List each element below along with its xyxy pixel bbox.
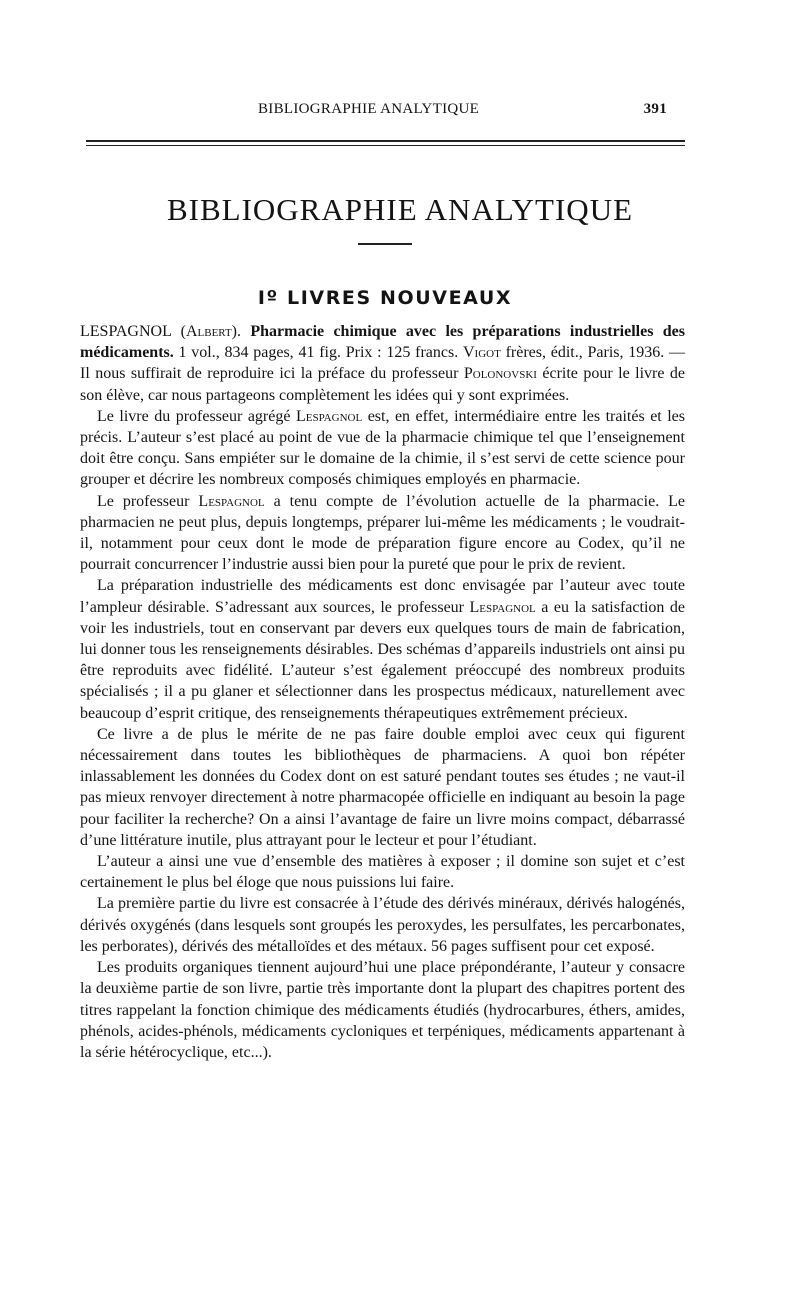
page-number: 391	[643, 101, 667, 117]
entry-details: 1 vol., 834 pages, 41 fig. Prix : 125 francs.	[178, 344, 459, 362]
title-divider	[358, 243, 412, 245]
paragraph-4-name: Lespagnol	[469, 598, 536, 616]
header-double-rule	[86, 140, 685, 146]
paragraph-4-text-b: a eu la satisfaction de voir les industriels, tout en conservant par devers eux quelques tours de main de fabrication, lui donner tous les renseignements désirables. Des schémas d’appareils industriels ont ainsi pu être reproduits avec fidélité. L’auteur s’est également préoccupé des nombreux produits spécialisés ; il a pu glaner et sélectionner dans les prospectus médicaux, naturellement avec beaucoup d’esprit critique, des renseignements thérapeutiques extrêmement précieux.	[80, 598, 686, 722]
entry-publisher-rest: frères, édit., Paris, 1936. — Il nous suffirait de reproduire ici la préface du professeur	[80, 344, 686, 383]
paragraph-2-name: Lespagnol	[295, 407, 363, 425]
paragraph-3-name: Lespagnol	[198, 492, 265, 510]
paragraph-8: Les produits organiques tiennent aujourd’hui une place prépondérante, l’auteur y consacre la deuxième partie de son livre, partie très importante dont la plupart des chapitres portent des titres rappelant la fonction chimique des médicaments étudiés (hydrocarbures, éthers, amides, phénols, acides-phénols, médicaments cycloniques et terpéniques, médicaments appartenant à la série hétérocyclique, etc...).	[80, 959, 685, 1061]
paragraph-2	[80, 406, 685, 491]
paragraph-4	[80, 575, 685, 723]
entry-author: LESPAGNOL	[80, 323, 172, 340]
entry-intro-end: écrite pour le livre de son élève, car nous partageons complètement les idées qui y sont exprimées.	[80, 365, 685, 404]
page-title: BIBLIOGRAPHIE ANALYTIQUE	[166, 192, 634, 227]
paragraph-2-text-b: est, en effet, intermédiaire entre les traités et les précis. L’auteur s’est placé au point de vue de la pharmacie chimique tel que l’enseignement doit être conçu. Sans empiéter sur le domaine de la chimie, il s’est servi de cette science pour grouper et décrire les nombreux composés chimiques employés en pharmacie.	[80, 407, 686, 489]
paragraph-2-text-a: Le livre du professeur agrégé	[97, 407, 291, 425]
paragraph-4-text-a: La préparation industrielle des médicaments est donc envisagée par l’auteur avec toute l’ampleur désirable. S’adressant aux sources, le professeur	[80, 577, 685, 616]
entry-first-name: (Albert).	[180, 323, 242, 340]
entry-book-title: Pharmacie chimique avec les préparations industrielles des médicaments.	[80, 323, 686, 362]
paragraph-3	[80, 491, 685, 576]
running-head-title: BIBLIOGRAPHIE ANALYTIQUE	[258, 101, 480, 117]
review-text	[80, 321, 685, 1063]
paragraph-3-text-a: Le professeur	[97, 492, 190, 510]
paragraph-7: La première partie du livre est consacrée à l’étude des dérivés minéraux, dérivés halogénés, dérivés oxygénés (dans lesquels sont groupés les peroxydes, les persulfates, les percarbonates, les perborates), dérivés des métalloïdes et des métaux. 56 pages suffisent pour cet exposé.	[80, 895, 685, 955]
paragraph-5: Ce livre a de plus le mérite de ne pas faire double emploi avec ceux qui figurent nécessairement dans toutes les bibliothèques de pharmaciens. A quoi bon répéter inlassablement les données du Codex dont on est saturé pendant toutes ses études ; ne vaut-il pas mieux renvoyer directement à notre pharmacopée officielle en indiquant au besoin la page pour faciliter la recherche? On a ainsi l’avantage de faire un livre moins compact, débarrassé d’une littérature inutile, plus attrayant pour le lecteur et pour l’étudiant.	[80, 725, 685, 849]
paragraph-3-text-b: a tenu compte de l’évolution actuelle de la pharmacie. Le pharmacien ne peut plus, depuis longtemps, préparer lui-même les médicaments ; le voudrait-il, notamment pour ceux dont le mode de préparation figure encore au Codex, qu’il ne pourrait concurrencer l’industrie aussi bien pour la pureté que pour le prix de revient.	[80, 492, 686, 574]
paragraph-6: L’auteur a ainsi une vue d’ensemble des matières à exposer ; il domine son sujet et c’est certainement le plus bel éloge que nous puissions lui faire.	[80, 853, 685, 892]
entry-publisher: Vigot	[462, 344, 501, 362]
section-heading: Iº LIVRES NOUVEAUX	[257, 287, 513, 309]
entry-professor: Polonovski	[463, 365, 537, 383]
entry-paragraph	[80, 321, 685, 406]
